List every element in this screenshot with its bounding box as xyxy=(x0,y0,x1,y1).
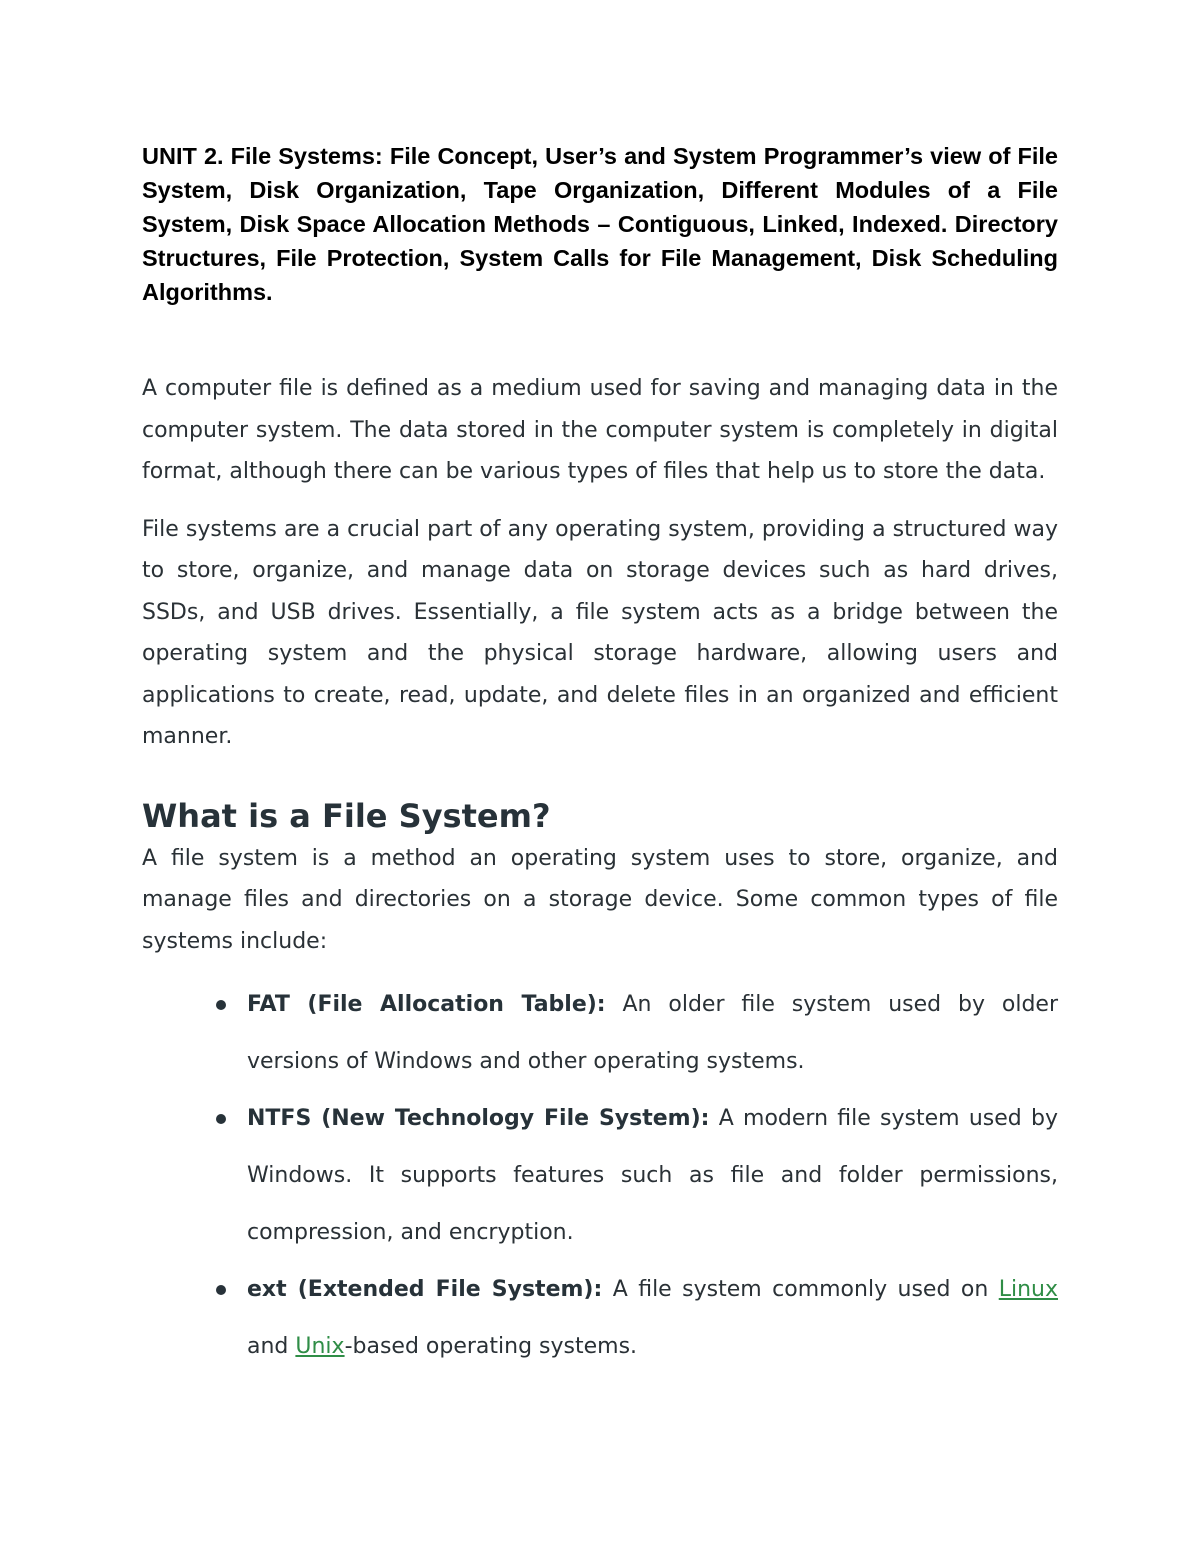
list-item-text: -based operating systems. xyxy=(344,1334,638,1359)
linux-link[interactable]: Linux xyxy=(998,1277,1059,1302)
list-item-ntfs xyxy=(247,1090,1058,1261)
paragraph-file-systems-overview: File systems are a crucial part of any operating system, providing a structured way to store, organize, and manage data on storage devices such as hard drives, SSDs, and USB drives. Essentially, a file system acts as a bridge between the operating system and the physical storage hardware, allowing users and applications to create, read, update, and delete files in an organized and efficient manner. xyxy=(142,516,1058,749)
page-content xyxy=(142,139,1058,1375)
list-item-text: A file system commonly used on xyxy=(602,1277,999,1302)
list-item-term: FAT (File Allocation Table): xyxy=(247,992,606,1017)
list-item-text: and xyxy=(247,1334,296,1359)
list-item-term: NTFS (New Technology File System): xyxy=(247,1106,710,1131)
list-item-fat xyxy=(247,976,1058,1090)
bullet-icon xyxy=(216,1114,226,1124)
unix-link[interactable]: Unix xyxy=(295,1334,345,1359)
list-item-text: An older file system used by older versions of Windows and other operating systems. xyxy=(247,992,1058,1074)
file-system-types-list xyxy=(142,976,1058,1375)
unit-heading: UNIT 2. File Systems: File Concept, User’s and System Programmer’s view of File System, Disk Organization, Tape Organization, Different Modules of a File System, Disk Space Allocation Methods – Contiguous, Linked, Indexed. Directory Structures, File Protection, System Calls for File Management, Disk Scheduling Algorithms. xyxy=(142,143,1058,305)
list-item-term: ext (Extended File System): xyxy=(247,1277,603,1302)
paragraph-file-definition: A computer file is defined as a medium used for saving and managing data in the computer system. The data stored in the computer system is completely in digital format, although there can be various types of files that help us to store the data. xyxy=(142,376,1058,484)
list-item-ext xyxy=(247,1261,1058,1375)
bullet-icon xyxy=(216,1000,226,1010)
list-item-text: A modern file system used by Windows. It supports features such as file and folder permissions, compression, and encryption. xyxy=(247,1106,1058,1245)
section-heading: What is a File System? xyxy=(142,796,551,835)
bullet-icon xyxy=(216,1285,226,1295)
paragraph-file-system-definition: A file system is a method an operating system uses to store, organize, and manage files and directories on a storage device. Some common types of file systems include: xyxy=(142,845,1058,954)
